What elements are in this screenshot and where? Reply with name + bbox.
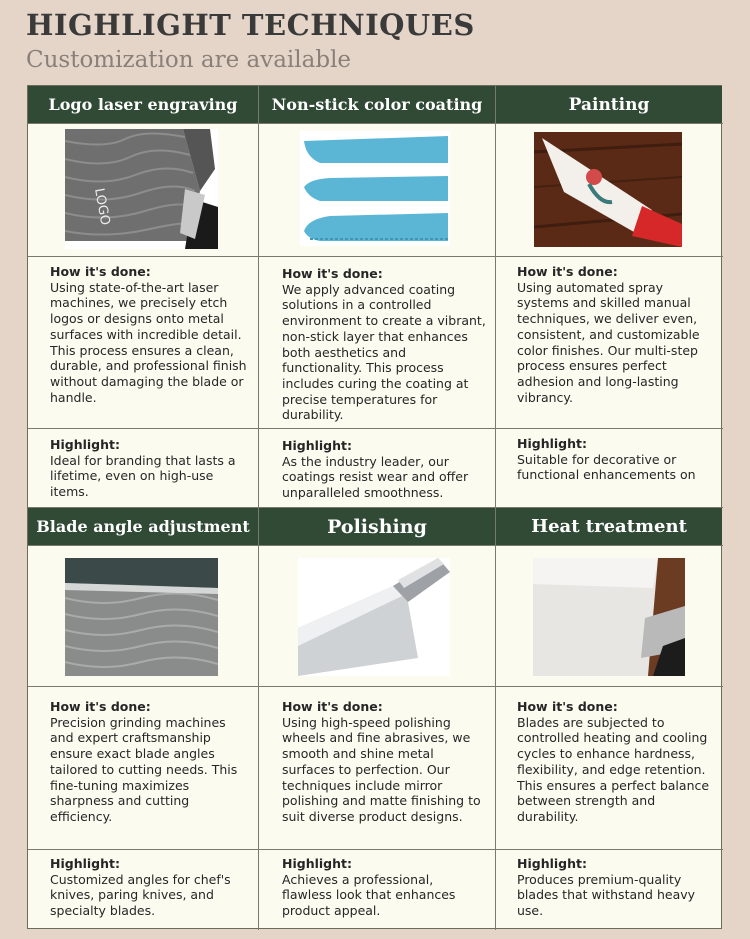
highlight-blade-angle-adjustment bbox=[50, 856, 250, 919]
highlight-heat-treatment bbox=[517, 856, 715, 919]
laser-engraving-image bbox=[65, 129, 218, 249]
how-heat-treatment bbox=[517, 699, 715, 825]
techniques-grid bbox=[27, 85, 722, 929]
header-logo-laser-engraving: Logo laser engraving bbox=[28, 86, 258, 123]
page-subtitle: Customization are available bbox=[26, 47, 352, 73]
highlight-label: Highlight: bbox=[282, 438, 352, 453]
row-divider bbox=[28, 849, 723, 850]
header-blade-angle-adjustment: Blade angle adjustment bbox=[28, 508, 258, 545]
page-title: HIGHLIGHT TECHNIQUES bbox=[26, 8, 475, 42]
highlight-label: Highlight: bbox=[282, 856, 352, 871]
coated-blades-image bbox=[300, 131, 450, 246]
highlight-logo-laser-engraving bbox=[50, 437, 250, 500]
header-painting: Painting bbox=[496, 86, 722, 123]
row-divider bbox=[28, 123, 723, 124]
column-divider bbox=[258, 86, 259, 930]
painted-knife-image bbox=[534, 132, 682, 247]
how-text: Using high-speed polishing wheels and fine abrasives, we smooth and shine metal surfaces to perfection. Our techniques include mirror polishing and matte finishing to suit diverse product designs. bbox=[282, 714, 481, 824]
highlight-text: Customized angles for chef's knives, paring knives, and specialty blades. bbox=[50, 871, 231, 919]
how-label: How it's done: bbox=[517, 264, 618, 279]
how-text: Using state-of-the-art laser machines, we precisely etch logos or designs onto metal surfaces with incredible detail. This process ensures a clean, durable, and professional finish without damaging the blade or handle. bbox=[50, 279, 247, 405]
header-heat-treatment: Heat treatment bbox=[496, 508, 722, 545]
how-painting bbox=[517, 264, 715, 405]
row-divider bbox=[28, 428, 723, 429]
how-logo-laser-engraving bbox=[50, 264, 250, 405]
highlight-non-stick-color-coating bbox=[282, 438, 487, 501]
highlight-text: Suitable for decorative or functional enhancements on bbox=[517, 451, 696, 483]
how-label: How it's done: bbox=[50, 264, 151, 279]
row-divider bbox=[28, 507, 723, 508]
polished-blade-image bbox=[298, 558, 450, 676]
how-text: We apply advanced coating solutions in a controlled environment to create a vibrant, non-stick layer that enhances both aesthetics and functionality. This process includes curing the coating at precise temperatures for durability. bbox=[282, 281, 486, 423]
how-label: How it's done: bbox=[517, 699, 618, 714]
highlight-label: Highlight: bbox=[50, 856, 120, 871]
highlight-label: Highlight: bbox=[517, 856, 587, 871]
column-divider bbox=[495, 86, 496, 930]
highlight-label: Highlight: bbox=[517, 436, 587, 451]
how-text: Using automated spray systems and skilled manual techniques, we deliver even, consistent, and customizable color finishes. Our multi-step process ensures perfect adhesion and long-lasting vibrancy. bbox=[517, 279, 700, 405]
highlight-text: As the industry leader, our coatings resist wear and offer unparalleled smoothness. bbox=[282, 453, 469, 501]
how-label: How it's done: bbox=[282, 266, 383, 281]
svg-text:LOGO: LOGO bbox=[91, 187, 113, 227]
highlight-polishing bbox=[282, 856, 482, 919]
how-label: How it's done: bbox=[50, 699, 151, 714]
heat-treatment-image bbox=[533, 558, 685, 676]
blade-angle-image bbox=[65, 558, 218, 676]
header-polishing: Polishing bbox=[259, 508, 495, 545]
how-non-stick-color-coating bbox=[282, 266, 487, 423]
highlight-text: Produces premium-quality blades that withstand heavy use. bbox=[517, 871, 696, 919]
row-divider bbox=[28, 545, 723, 546]
highlight-text: Ideal for branding that lasts a lifetime, even on high-use items. bbox=[50, 452, 236, 500]
how-text: Precision grinding machines and expert craftsmanship ensure exact blade angles tailored to cutting needs. This fine-tuning maximizes sharpness and cutting efficiency. bbox=[50, 714, 238, 824]
how-text: Blades are subjected to controlled heating and cooling cycles to enhance hardness, flexibility, and edge retention. This ensures a perfect balance between strength and durability. bbox=[517, 714, 710, 824]
row-divider bbox=[28, 256, 723, 257]
how-blade-angle-adjustment bbox=[50, 699, 250, 825]
row-divider bbox=[28, 686, 723, 687]
highlight-text: Achieves a professional, flawless look that enhances product appeal. bbox=[282, 871, 456, 919]
header-non-stick-color-coating: Non-stick color coating bbox=[259, 86, 495, 123]
highlight-painting bbox=[517, 436, 717, 483]
how-label: How it's done: bbox=[282, 699, 383, 714]
highlight-label: Highlight: bbox=[50, 437, 120, 452]
how-polishing bbox=[282, 699, 487, 825]
